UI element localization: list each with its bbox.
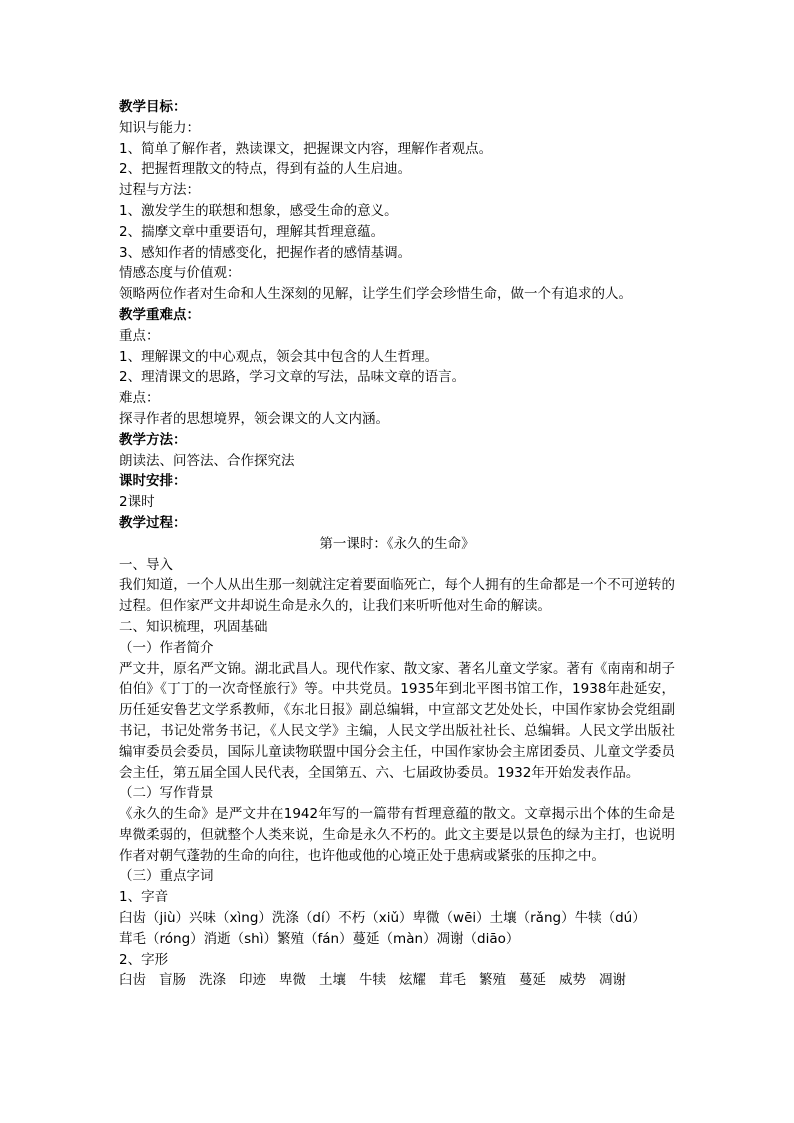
character-item: 卑微 [279,972,306,989]
character-item: 凋谢 [599,972,626,989]
section-heading: 教学重难点： [119,306,200,323]
text-line: （一）作者简介 [119,639,214,656]
character-item: 洗涤 [199,972,226,989]
text-line: 第一课时：《永久的生命》 [319,535,475,552]
text-line: 臼齿（jiù）兴味（xìng）洗涤（dí）不朽（xiǔ）卑微（wēi）土壤（rǎng）牛犊（dú） [119,910,646,927]
character-item: 蔓延 [519,972,546,989]
text-line: 知识与能力： [119,119,200,136]
character-item: 牛犊 [359,972,386,989]
character-item: 印迹 [239,972,266,989]
text-line: （二）写作背景 [119,785,214,802]
text-line: 1、理解课文的中心观点，领会其中包含的人生哲理。 [119,348,439,365]
text-line: （三）重点字词 [119,868,214,885]
character-item: 土壤 [319,972,346,989]
section-heading: 教学目标： [119,99,187,115]
character-item: 茸毛 [439,972,466,989]
text-line: 朗读法、问答法、合作探究法 [119,452,295,469]
character-item: 臼齿 [119,972,146,989]
text-line: 二、知识梳理，巩固基础 [119,618,268,635]
text-line: 一、导入 [119,556,173,573]
paragraph: 我们知道，一个人从出生那一刻就注定着要面临死亡，每个人拥有的生命都是一个不可逆转的过程。但作家严文井却说生命是永久的，让我们来听听他对生命的解读。 [119,577,675,615]
character-item: 繁殖 [479,972,506,989]
text-line: 2、字形 [119,951,169,968]
text-line: 1、字音 [119,889,169,906]
character-item: 炫耀 [399,972,426,989]
text-line: 重点： [119,327,160,344]
text-line: 领略两位作者对生命和人生深刻的见解，让学生们学会珍惜生命，做一个有追求的人。 [119,286,632,303]
text-line: 情感态度与价值观： [119,265,241,282]
text-line: 过程与方法： [119,182,200,199]
character-list [119,970,675,991]
text-line: 探寻作者的思想境界，领会课文的人文内涵。 [119,410,389,427]
section-heading: 教学过程： [119,514,187,531]
paragraph: 严文井，原名严文锦。湖北武昌人。现代作家、散文家、著名儿童文学家。著有《南南和胡子伯伯》《丁丁的一次奇怪旅行》等。中共党员。1935年到北平图书馆工作，1938年赴延安，历任延安鲁艺文学系教师，《东北日报》副总编辑，中宣部文艺处处长，中国作家协会党组副书记，书记处常务书记，《人民文学》主编，人民文学出版社社长、总编辑。人民文学出版社编审委员会委员，国际儿童读物联盟中国分会主任，中国作家协会主席团委员、儿童文学委员会主任，第五届全国人民代表，全国第五、六、七届政协委员。1932年开始发表作品。 [119,660,675,781]
text-line: 1、简单了解作者，熟读课文，把握课文内容，理解作者观点。 [119,140,493,157]
text-line: 2课时 [119,494,155,511]
section-heading: 教学方法： [119,431,187,448]
text-line: 2、揣摩文章中重要语句，理解其哲理意蕴。 [119,223,385,240]
paragraph: 《永久的生命》是严文井在1942年写的一篇带有哲理意蕴的散文。文章揭示出个体的生命是卑微柔弱的，但就整个人类来说，生命是永久不朽的。此文主要是以景色的绿为主打，也说明作者对朝气蓬勃的生命的向往，也许他或他的心境正处于患病或紧张的压抑之中。 [119,806,675,864]
text-line: 难点： [119,390,160,407]
text-line: 1、激发学生的联想和想象，感受生命的意义。 [119,202,398,219]
text-line: 2、理清课文的思路，学习文章的写法，品味文章的语言。 [119,369,466,386]
character-item: 威势 [559,972,586,989]
text-line: 2、把握哲理散文的特点，得到有益的人生启迪。 [119,161,412,178]
text-line: 茸毛（róng）消逝（shì）繁殖（fán）蔓延（màn）凋谢（diāo） [119,930,520,947]
text-line: 3、感知作者的情感变化，把握作者的感情基调。 [119,244,412,261]
section-heading: 课时安排： [119,473,187,490]
character-item: 盲肠 [159,972,186,989]
document-page [119,97,675,991]
